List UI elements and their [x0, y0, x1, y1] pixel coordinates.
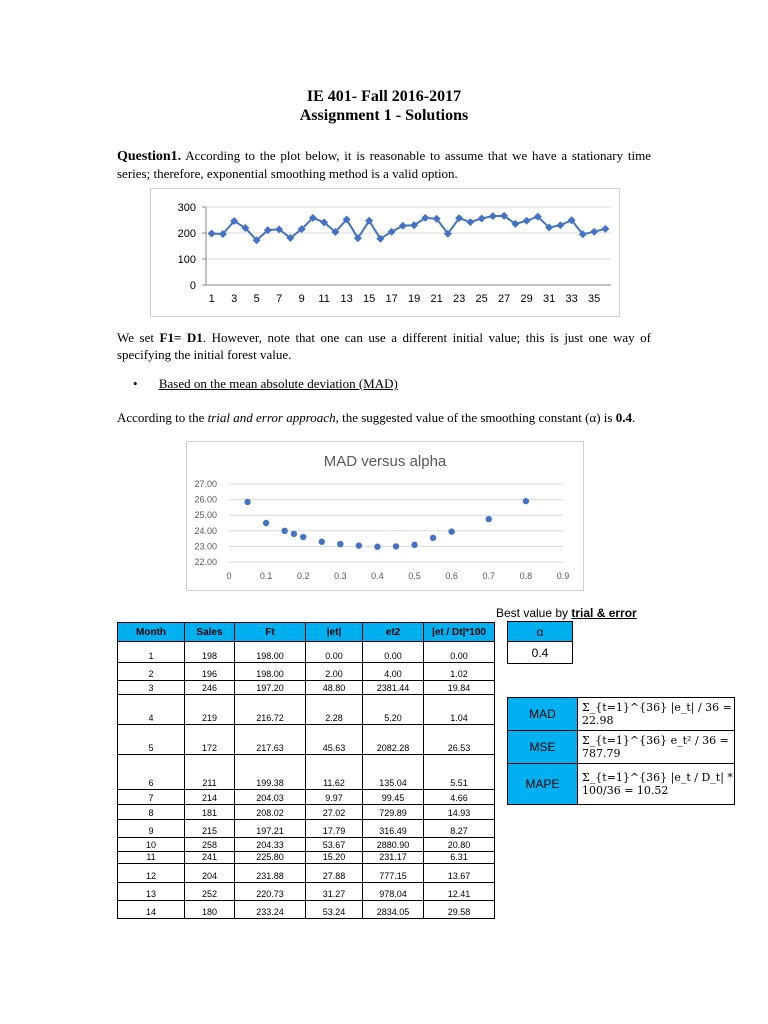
x-tick-label: 0.3	[334, 571, 347, 581]
table-row	[118, 805, 495, 820]
data-point	[466, 218, 474, 226]
table-cell: 0.00	[424, 642, 495, 663]
table-cell: 29.58	[424, 901, 495, 919]
table-cell: 45.63	[306, 725, 363, 755]
initial-formula: F1= D1	[159, 330, 203, 345]
table-cell: 225.80	[235, 852, 306, 864]
mad-formula: Σ_{t=1}^{36} |e_t| / 36 = 22.98	[578, 698, 735, 731]
table-cell: 20.80	[424, 838, 495, 852]
table-cell: 5.51	[424, 755, 495, 790]
x-tick-label: 19	[408, 293, 421, 305]
x-tick-label: 0.6	[445, 571, 458, 581]
table-header-row	[118, 623, 495, 642]
table-cell: 215	[185, 820, 235, 838]
table-cell: 196	[185, 663, 235, 681]
table-cell: 27.88	[306, 864, 363, 883]
col-sales: Sales	[185, 623, 235, 642]
table-cell: 13.67	[424, 864, 495, 883]
table-cell: 211	[185, 755, 235, 790]
mse-formula: Σ_{t=1}^{36} e_t² / 36 = 787.79	[578, 731, 735, 764]
data-point	[244, 499, 250, 505]
question-label: Question1.	[117, 149, 182, 164]
best-value-caption	[496, 606, 637, 620]
table-cell: 11	[118, 852, 185, 864]
x-tick-label: 31	[543, 293, 556, 305]
table-cell: 27.02	[306, 805, 363, 820]
table-cell: 8.27	[424, 820, 495, 838]
col-forecast: Ft	[235, 623, 306, 642]
table-cell: 53.67	[306, 838, 363, 852]
table-cell: 978.04	[363, 883, 424, 901]
x-tick-label: 0	[226, 571, 232, 581]
x-tick-label: 0.4	[371, 571, 384, 581]
table-row	[118, 695, 495, 725]
table-cell: 197.21	[235, 820, 306, 838]
table-cell: 217.63	[235, 725, 306, 755]
mape-formula: Σ_{t=1}^{36} |e_t / D_t| * 100/36 = 10.52	[578, 764, 735, 805]
x-tick-label: 0.5	[408, 571, 421, 581]
x-tick-label: 35	[588, 293, 601, 305]
table-row	[118, 755, 495, 790]
table-row	[118, 864, 495, 883]
table-cell: 252	[185, 883, 235, 901]
table-cell: 204.33	[235, 838, 306, 852]
table-cell: 4	[118, 695, 185, 725]
table-row	[118, 852, 495, 864]
table-cell: 14.93	[424, 805, 495, 820]
table-cell: 31.27	[306, 883, 363, 901]
table-cell: 135.04	[363, 755, 424, 790]
mse-label: MSE	[508, 731, 578, 764]
table-cell: 777.15	[363, 864, 424, 883]
table-cell: 204.03	[235, 790, 306, 805]
data-point	[478, 214, 486, 222]
x-tick-label: 11	[318, 293, 330, 305]
table-row	[118, 725, 495, 755]
table-cell: 10	[118, 838, 185, 852]
table-row	[118, 681, 495, 695]
x-tick-label: 7	[276, 293, 283, 305]
table-cell: 1.02	[424, 663, 495, 681]
col-month: Month	[118, 623, 185, 642]
y-tick-label: 24.00	[194, 525, 217, 536]
y-tick-label: 25.00	[194, 510, 217, 521]
bullet-item	[133, 376, 398, 392]
x-tick-label: 21	[430, 293, 443, 305]
bullet-symbol: •	[133, 376, 138, 391]
table-cell: 2880.90	[363, 838, 424, 852]
table-cell: 180	[185, 901, 235, 919]
table-cell: 197.20	[235, 681, 306, 695]
mad-alpha-chart	[186, 441, 584, 591]
table-cell: 208.02	[235, 805, 306, 820]
trial-middle: , the suggested value of the smoothing constant (α) is	[335, 410, 616, 425]
bullet-text: Based on the mean absolute deviation (MAD)	[158, 376, 398, 391]
col-abs-error: |et|	[306, 623, 363, 642]
table-cell: 258	[185, 838, 235, 852]
alpha-table	[507, 621, 573, 664]
chart-title: MAD versus alpha	[323, 453, 447, 470]
table-cell: 216.72	[235, 695, 306, 725]
table-cell: 8	[118, 805, 185, 820]
table-cell: 48.80	[306, 681, 363, 695]
document-title: IE 401- Fall 2016-2017	[306, 88, 462, 105]
table-row	[118, 642, 495, 663]
table-cell: 2082.28	[363, 725, 424, 755]
x-tick-label: 29	[520, 293, 533, 305]
data-point	[393, 543, 399, 549]
table-cell: 233.24	[235, 901, 306, 919]
data-point	[281, 528, 287, 534]
table-cell: 2.28	[306, 695, 363, 725]
x-tick-label: 3	[231, 293, 238, 305]
table-cell: 3	[118, 681, 185, 695]
table-cell: 2834.05	[363, 901, 424, 919]
table-cell: 11.62	[306, 755, 363, 790]
data-point	[411, 542, 417, 548]
smoothing-data-table	[117, 622, 495, 919]
question-paragraph	[117, 147, 651, 182]
x-tick-label: 0.7	[482, 571, 496, 581]
x-tick-label: 1	[208, 293, 215, 305]
data-point	[399, 222, 407, 230]
x-tick-label: 27	[498, 293, 511, 305]
table-cell: 26.53	[424, 725, 495, 755]
initial-note-prefix: We set	[117, 330, 160, 345]
table-cell: 1	[118, 642, 185, 663]
x-tick-label: 0.9	[556, 571, 570, 581]
alpha-header: α	[508, 622, 573, 642]
data-point	[319, 539, 325, 545]
table-cell: 198.00	[235, 642, 306, 663]
data-point	[374, 544, 380, 550]
table-row	[118, 901, 495, 919]
question-text: According to the plot below, it is reasonable to assume that we have a stationary time series; therefore, exponential smoothing method is a valid option.	[117, 148, 651, 181]
data-point	[486, 516, 492, 522]
table-row	[118, 663, 495, 681]
x-tick-label: 5	[253, 293, 260, 305]
x-tick-label: 9	[298, 293, 305, 305]
x-tick-label: 17	[385, 293, 398, 305]
table-cell: 12.41	[424, 883, 495, 901]
table-cell: 231.88	[235, 864, 306, 883]
table-cell: 53.24	[306, 901, 363, 919]
x-tick-label: 15	[363, 293, 376, 305]
table-cell: 5.20	[363, 695, 424, 725]
table-row	[118, 883, 495, 901]
y-tick-label: 100	[177, 254, 196, 266]
data-point	[337, 541, 343, 547]
summary-row-mape	[508, 764, 735, 805]
table-cell: 14	[118, 901, 185, 919]
table-cell: 19.84	[424, 681, 495, 695]
initial-value-paragraph	[117, 329, 651, 363]
error-summary-table	[507, 697, 735, 805]
y-tick-label: 200	[177, 228, 196, 240]
trial-italic: trial and error approach	[207, 410, 336, 425]
col-pct-error: |et / Dt|*100	[424, 623, 495, 642]
table-cell: 5	[118, 725, 185, 755]
table-cell: 219	[185, 695, 235, 725]
best-value-bold: trial & error	[571, 606, 637, 620]
table-cell: 316.49	[363, 820, 424, 838]
table-row	[118, 838, 495, 852]
mape-label: MAPE	[508, 764, 578, 805]
alpha-value: 0.4	[508, 642, 573, 664]
table-row	[118, 820, 495, 838]
data-point	[300, 534, 306, 540]
table-cell: 9	[118, 820, 185, 838]
table-cell: 204	[185, 864, 235, 883]
table-cell: 7	[118, 790, 185, 805]
y-tick-label: 23.00	[194, 541, 217, 552]
table-cell: 4.00	[363, 663, 424, 681]
x-tick-label: 25	[475, 293, 488, 305]
x-tick-label: 33	[565, 293, 578, 305]
table-cell: 199.38	[235, 755, 306, 790]
table-cell: 9.97	[306, 790, 363, 805]
table-cell: 246	[185, 681, 235, 695]
table-cell: 4.66	[424, 790, 495, 805]
y-tick-label: 22.00	[194, 557, 217, 567]
table-cell: 12	[118, 864, 185, 883]
table-cell: 2381.44	[363, 681, 424, 695]
table-cell: 241	[185, 852, 235, 864]
y-tick-label: 27.00	[194, 479, 217, 489]
table-cell: 231.17	[363, 852, 424, 864]
data-point	[291, 531, 297, 537]
x-tick-label: 0.1	[259, 571, 273, 581]
table-cell: 13	[118, 883, 185, 901]
data-point	[590, 228, 598, 236]
trial-prefix: According to the	[117, 410, 208, 425]
table-cell: 6	[118, 755, 185, 790]
table-row	[118, 790, 495, 805]
x-tick-label: 0.8	[519, 571, 533, 581]
data-point	[208, 230, 216, 238]
data-point	[523, 498, 529, 504]
table-cell: 2.00	[306, 663, 363, 681]
table-cell: 0.00	[306, 642, 363, 663]
table-cell: 1.04	[424, 695, 495, 725]
table-cell: 172	[185, 725, 235, 755]
table-cell: 198.00	[235, 663, 306, 681]
mad-label: MAD	[508, 698, 578, 731]
data-point	[448, 528, 454, 534]
table-cell: 17.79	[306, 820, 363, 838]
y-tick-label: 26.00	[194, 494, 217, 505]
trial-value: 0.4	[615, 410, 632, 425]
best-value-prefix: Best value by	[496, 606, 572, 620]
data-point	[601, 225, 609, 233]
x-tick-label: 0.2	[296, 571, 310, 581]
table-cell: 181	[185, 805, 235, 820]
data-point	[430, 535, 436, 541]
table-cell: 2	[118, 663, 185, 681]
trial-paragraph	[117, 409, 651, 426]
table-cell: 15.20	[306, 852, 363, 864]
time-series-plot	[151, 189, 619, 316]
document-subtitle: Assignment 1 - Solutions	[299, 107, 469, 124]
col-sq-error: et2	[363, 623, 424, 642]
table-cell: 6.31	[424, 852, 495, 864]
table-cell: 214	[185, 790, 235, 805]
table-cell: 220.73	[235, 883, 306, 901]
table-cell: 0.00	[363, 642, 424, 663]
initial-note-suffix: . However, note that one can use a different initial value; this is just one way of specifying the initial forest value.	[117, 330, 651, 362]
summary-row-mse	[508, 731, 735, 764]
data-point	[263, 520, 269, 526]
mad-alpha-plot	[187, 442, 583, 590]
table-cell: 198	[185, 642, 235, 663]
summary-row-mad	[508, 698, 735, 731]
time-series-chart	[150, 188, 620, 317]
x-tick-label: 23	[453, 293, 466, 305]
data-point	[489, 212, 497, 220]
table-cell: 99.45	[363, 790, 424, 805]
trial-end: .	[631, 410, 636, 425]
y-tick-label: 300	[177, 202, 196, 214]
x-tick-label: 13	[340, 293, 353, 305]
data-point	[356, 542, 362, 548]
data-point	[556, 221, 564, 229]
y-tick-label: 0	[189, 280, 196, 292]
table-cell: 729.89	[363, 805, 424, 820]
data-point	[523, 217, 531, 225]
